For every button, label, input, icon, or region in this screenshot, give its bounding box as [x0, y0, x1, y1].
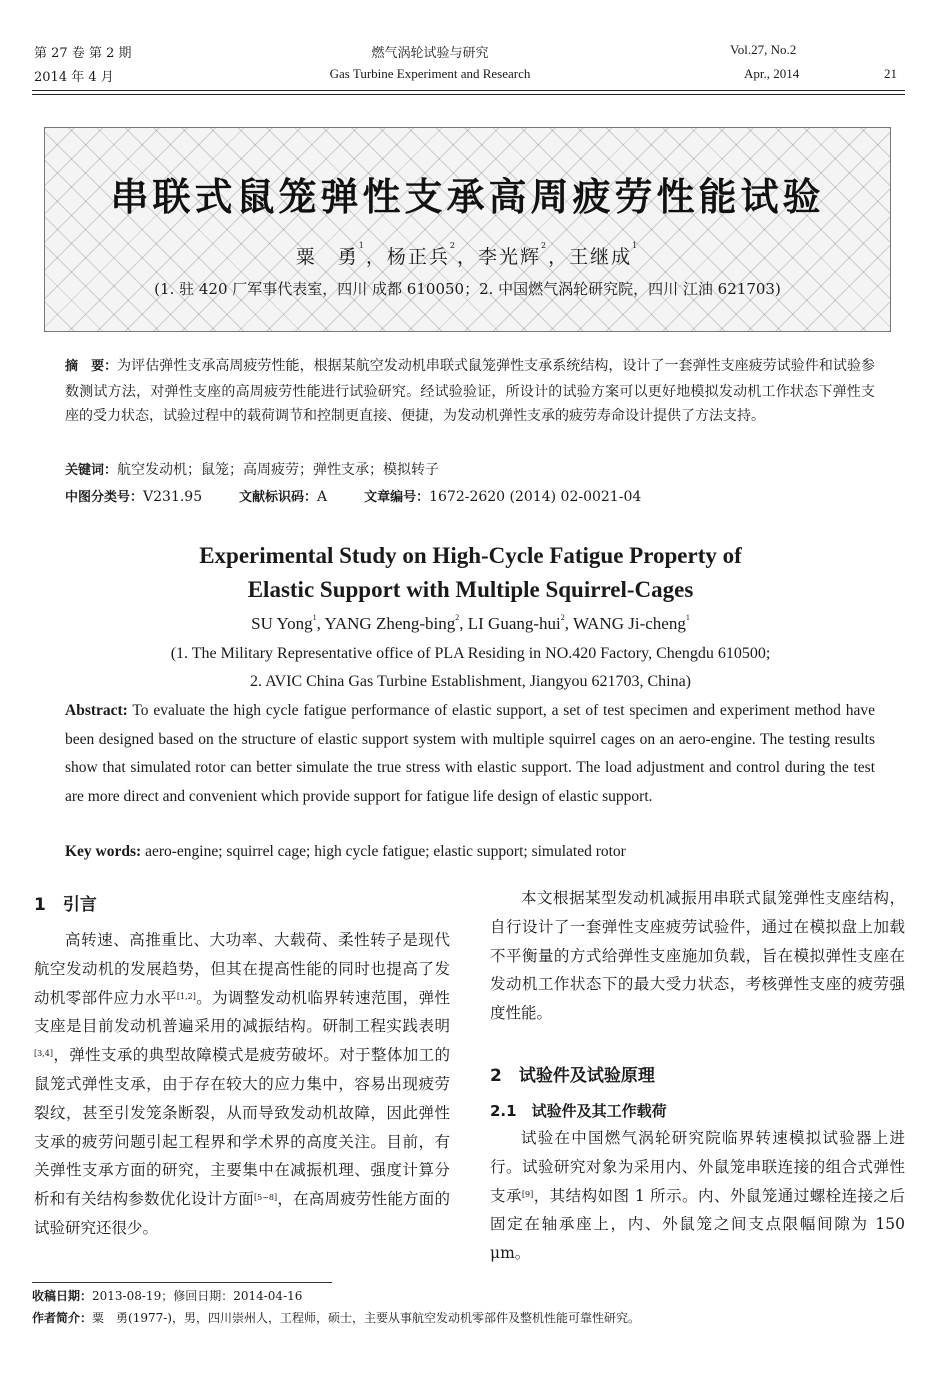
- clc-value: V231.95: [143, 489, 203, 505]
- author-sup: 2: [449, 241, 457, 250]
- citation: [5~8]: [254, 1193, 278, 1203]
- author-sup: 2: [541, 241, 549, 250]
- text-run: 。为调整发动机临界转速范围，弹性支座是目前发动机普遍采用的减振结构。研制工程实践表明: [34, 988, 450, 1036]
- affiliation-en-line-2: 2. AVIC China Gas Turbine Establishment, Jiangyou 621703, China): [249, 673, 692, 690]
- abstract-en-text: To evaluate the high cycle fatigue performance of elastic support, a set of test specimen and experiment method have been designed based on the structure of elastic support system with multiple squirrel cages on an aero-engine. The testing results show that simulated rotor can better simulate the true stress with elastic support. The load adjustment and control during the test are more direct and convenient which provide support for fatigue life design of elastic support.: [65, 702, 875, 805]
- keywords-en-label: Key words:: [65, 843, 142, 860]
- abstract-cn-text: 为评估弹性支承高周疲劳性能，根据某航空发动机串联式鼠笼弹性支承系统结构，设计了一套弹性支座疲劳试验件和试验参数测试方法，对弹性支座的高周疲劳性能进行试验研究。经试验验证，所设计的试验方案可以更好地模拟发动机工作状态下弹性支座的受力状态，试验过程中的载荷调节和控制更直接、便捷，为发动机弹性支承的疲劳寿命设计提供了方法支持。: [65, 358, 875, 424]
- title-en-line-1: Experimental Study on High-Cycle Fatigue Property of: [199, 543, 742, 568]
- right-column-intro: [490, 884, 905, 1028]
- author-sup: 1: [632, 241, 640, 250]
- affiliation-en-line-1: (1. The Military Representative office of PLA Residing in NO.420 Factory, Chengdu 610500;: [170, 645, 771, 662]
- citation: [9]: [521, 1189, 534, 1199]
- date-cn: 2014 年 4 月: [34, 70, 114, 85]
- author-bio-text: 粟 勇(1977-)，男，四川崇州人，工程师，硕士，主要从事航空发动机零部件及整机性能可靠性研究。: [92, 1311, 640, 1325]
- left-column: [34, 926, 450, 1243]
- paragraph: [490, 1124, 905, 1268]
- author-sup: 1: [312, 613, 317, 622]
- author-cn: 王继成: [569, 246, 633, 268]
- text-run: ，在高周疲劳性能方面的试验研究还很少。: [34, 1190, 450, 1237]
- abstract-cn-label: 摘 要：: [65, 359, 118, 374]
- text-run: 高转速、高推重比、大功率、大载荷、柔性转子是现代航空发动机的发展趋势，但其在提高性能的同时也提高了发动机零部件应力水平: [34, 931, 450, 1007]
- title-en-line-2: Elastic Support with Multiple Squirrel-Cages: [247, 577, 694, 602]
- page-number: 21: [884, 66, 897, 81]
- section-2-1-heading: 2.1 试验件及其工作载荷: [490, 1102, 667, 1120]
- authors-en: SU Yong$^1$, YANG Zheng-bing$^2$, LI Guang-hui$^2$, WANG Ji-cheng$^1$: [251, 613, 690, 633]
- author-cn: 粟 勇: [295, 246, 359, 268]
- keywords-cn: [65, 458, 875, 484]
- author-en: YANG Zheng-bing: [324, 614, 456, 633]
- text-run: ，弹性支承的典型故障模式是疲劳破坏。对于整体加工的鼠笼式弹性支承，由于存在较大的应力集中，容易出现疲劳裂纹，甚至引发笼条断裂，从而导致发动机故障，因此弹性支承的疲劳问题引起工程界和学术界的高度关注。目前，有关弹性支承方面的研究，主要集中在减振机理、强度计算分析和有关结构参数优化设计方面: [34, 1046, 450, 1209]
- volume-cn: 第 27 卷 第 2 期: [34, 46, 132, 61]
- doc-code-value: A: [317, 489, 328, 505]
- article-no-value: 1672-2620 (2014) 02-0021-04: [429, 489, 642, 505]
- abstract-en: [65, 697, 875, 811]
- author-sup: 1: [685, 613, 690, 622]
- paragraph: [34, 926, 450, 1243]
- journal-name-en: Gas Turbine Experiment and Research: [329, 66, 531, 81]
- author-en: WANG Ji-cheng: [572, 614, 686, 633]
- received-value: 2013-08-19；修回日期：2014-04-16: [92, 1289, 303, 1303]
- text-run: ，其结构如图 1 所示。内、外鼠笼通过螺栓连接之后固定在轴承座上，内、外鼠笼之间支点限幅间隙为 150 μm。: [490, 1186, 905, 1263]
- author-sup: 2: [560, 613, 565, 622]
- date-en: Apr., 2014: [744, 66, 800, 81]
- author-bio-label: 作者简介：: [32, 1311, 93, 1325]
- received-label: 收稿日期：: [32, 1289, 93, 1303]
- author-sup: 2: [455, 613, 460, 622]
- affiliation-cn: (1. 驻 420 厂军事代表室，四川 成都 610050；2. 中国燃气涡轮研究院，四川 江油 621703): [154, 280, 781, 298]
- section-1-heading: 1 引言: [34, 895, 97, 915]
- author-bio: [32, 1309, 640, 1326]
- author-en: SU Yong: [251, 614, 313, 633]
- classification-line: [65, 485, 875, 511]
- right-column-2-1: [490, 1124, 905, 1268]
- keywords-en-text: aero-engine; squirrel cage; high cycle fatigue; elastic support; simulated rotor: [145, 843, 626, 860]
- volume-en: Vol.27, No.2: [730, 42, 797, 57]
- author-cn: 杨正兵: [386, 246, 450, 268]
- text-run: 试验在中国燃气涡轮研究院临界转速模拟试验器上进行。试验研究对象为采用内、外鼠笼串联连接的组合式弹性支承: [490, 1129, 905, 1205]
- title-box: [44, 127, 891, 332]
- clc-label: 中图分类号：: [65, 490, 144, 505]
- author-en: LI Guang-hui: [467, 614, 561, 633]
- doc-code-label: 文献标识码：: [239, 490, 318, 505]
- keywords-en: [65, 838, 875, 867]
- author-sup: 1: [358, 241, 366, 250]
- received-date: [32, 1287, 302, 1304]
- article-no-label: 文章编号：: [364, 490, 430, 505]
- citation: [3,4]: [34, 1049, 53, 1059]
- keywords-cn-label: 关键词：: [65, 463, 118, 478]
- footnote-rule: [32, 1282, 332, 1283]
- section-2-heading: 2 试验件及试验原理: [490, 1066, 655, 1086]
- author-cn: 李光辉: [478, 246, 542, 268]
- journal-name-cn: 燃气涡轮试验与研究: [371, 46, 489, 61]
- header-rule-bottom: [32, 94, 905, 95]
- citation: [1,2]: [176, 991, 196, 1001]
- abstract-en-label: Abstract:: [65, 702, 128, 719]
- keywords-cn-text: 航空发动机；鼠笼；高周疲劳；弹性支承；模拟转子: [117, 462, 440, 478]
- title-cn: 串联式鼠笼弹性支承高周疲劳性能试验: [110, 175, 825, 219]
- header-rule-top: [32, 90, 905, 91]
- paragraph: 本文根据某型发动机减振用串联式鼠笼弹性支座结构，自行设计了一套弹性支座疲劳试验件，通过在模拟盘上加载不平衡量的方式给弹性支座施加负载，旨在模拟弹性支座在发动机工作状态下的最大受力状态，考核弹性支座的疲劳强度性能。: [490, 889, 905, 1023]
- authors-cn: 粟 勇$^1$，杨正兵$^2$，李光辉$^2$，王继成$^1$: [295, 241, 640, 268]
- abstract-cn: [65, 354, 875, 429]
